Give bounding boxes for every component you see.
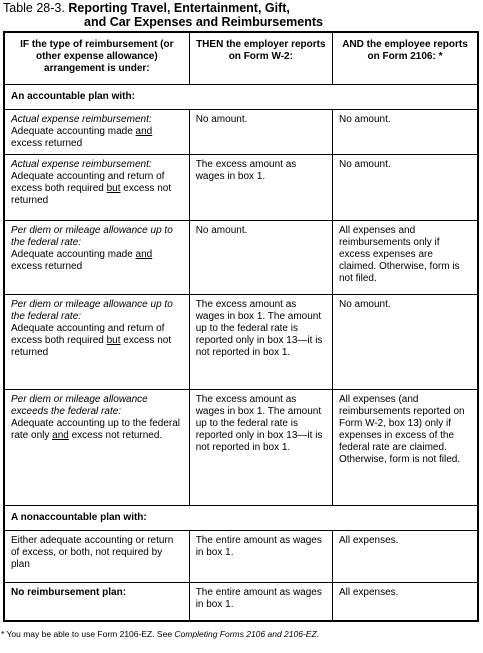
section-row-nonaccountable: [4, 506, 478, 531]
arrangement-emphasis: and: [52, 430, 69, 441]
arrangement-text: Adequate accounting and return of excess both required: [11, 171, 165, 194]
w2-cell: The entire amount as wages in box 1.: [189, 531, 332, 583]
arrangement-text: Adequate accounting and return of excess both required: [11, 323, 165, 346]
arrangement-type: Per diem or mileage allowance exceeds the federal rate:: [11, 394, 148, 417]
header-form2106: AND the employee reports on Form 2106: *: [332, 32, 478, 85]
arrangement-emphasis: but: [106, 335, 121, 346]
form2106-cell: No amount.: [332, 295, 478, 390]
arrangement-emphasis: but: [106, 183, 121, 194]
arrangement-type: Per diem or mileage allowance up to the federal rate:: [11, 225, 173, 248]
arrangement-text-end: excess not returned.: [68, 430, 163, 441]
table-number: Table 28-3.: [3, 1, 65, 15]
form2106-cell: No amount.: [332, 155, 478, 221]
arrangement-emphasis: and: [135, 126, 153, 137]
title-line2: and Car Expenses and Reimbursements: [84, 15, 323, 29]
arrangement-cell: [4, 110, 189, 155]
header-row: [4, 32, 478, 85]
header-w2: THEN the employer reports on Form W-2:: [189, 32, 332, 85]
header-arrangement: IF the type of reimbursement (or other expense allowance) arrangement is under:: [4, 32, 189, 85]
arrangement-cell: [4, 295, 189, 390]
form2106-cell: All expenses.: [332, 583, 478, 621]
form2106-cell: All expenses and reimbursements only if excess expenses are claimed. Otherwise, form is not filed.: [332, 221, 478, 295]
footnote-reference: Completing Forms 2106 and 2106-EZ: [174, 629, 317, 639]
footnote-text: * You may be able to use Form 2106-EZ. See: [1, 629, 175, 639]
arrangement-text: Adequate accounting up to the federal rate only: [11, 418, 181, 441]
w2-cell: The excess amount as wages in box 1. The amount up to the federal rate is reported only in box 13—it is not reported in box 1.: [189, 295, 332, 390]
arrangement-text-end: excess not returned: [11, 335, 172, 358]
form2106-cell: All expenses (and reimbursements reported on Form W-2, box 13) only if expenses in excess of the federal rate are claimed. Otherwise, form is not filed.: [332, 390, 478, 506]
arrangement-cell: [4, 221, 189, 295]
table-row: [4, 583, 478, 621]
arrangement-text-end: excess not returned: [11, 183, 172, 206]
arrangement-cell: [4, 390, 189, 506]
arrangement-text-end: excess returned: [11, 138, 83, 149]
table-title: [3, 1, 323, 29]
table-row: [4, 390, 478, 506]
arrangement-text: Adequate accounting made: [11, 126, 136, 137]
arrangement-type: Actual expense reimbursement:: [11, 159, 152, 170]
table-row: [4, 295, 478, 390]
table-row: [4, 110, 478, 155]
table-row: [4, 155, 478, 221]
form2106-cell: All expenses.: [332, 531, 478, 583]
arrangement-cell: [4, 155, 189, 221]
arrangement-emphasis: and: [135, 249, 153, 260]
w2-cell: The entire amount as wages in box 1.: [189, 583, 332, 621]
table-row: [4, 221, 478, 295]
w2-cell: The excess amount as wages in box 1. The amount up to the federal rate is reported only in box 13—it is not reported in box 1.: [189, 390, 332, 506]
arrangement-text: Adequate accounting made: [11, 249, 136, 260]
form2106-cell: No amount.: [332, 110, 478, 155]
title-line1: Reporting Travel, Entertainment, Gift,: [68, 1, 290, 15]
arrangement-type: Actual expense reimbursement:: [11, 114, 152, 125]
w2-cell: The excess amount as wages in box 1.: [189, 155, 332, 221]
arrangement-cell: Either adequate accounting or return of excess, or both, not required by plan: [4, 531, 189, 583]
footnote-end: .: [316, 629, 320, 639]
section-accountable: An accountable plan with:: [4, 85, 478, 110]
arrangement-text-end: excess returned: [11, 261, 83, 272]
w2-cell: No amount.: [189, 221, 332, 295]
section-nonaccountable: A nonaccountable plan with:: [4, 506, 478, 531]
reimbursement-table: [3, 31, 479, 622]
w2-cell: No amount.: [189, 110, 332, 155]
arrangement-type: Per diem or mileage allowance up to the federal rate:: [11, 299, 173, 322]
no-plan-cell: No reimbursement plan:: [4, 583, 189, 621]
table-row: [4, 531, 478, 583]
section-row-accountable: [4, 85, 478, 110]
footnote: [1, 629, 319, 639]
